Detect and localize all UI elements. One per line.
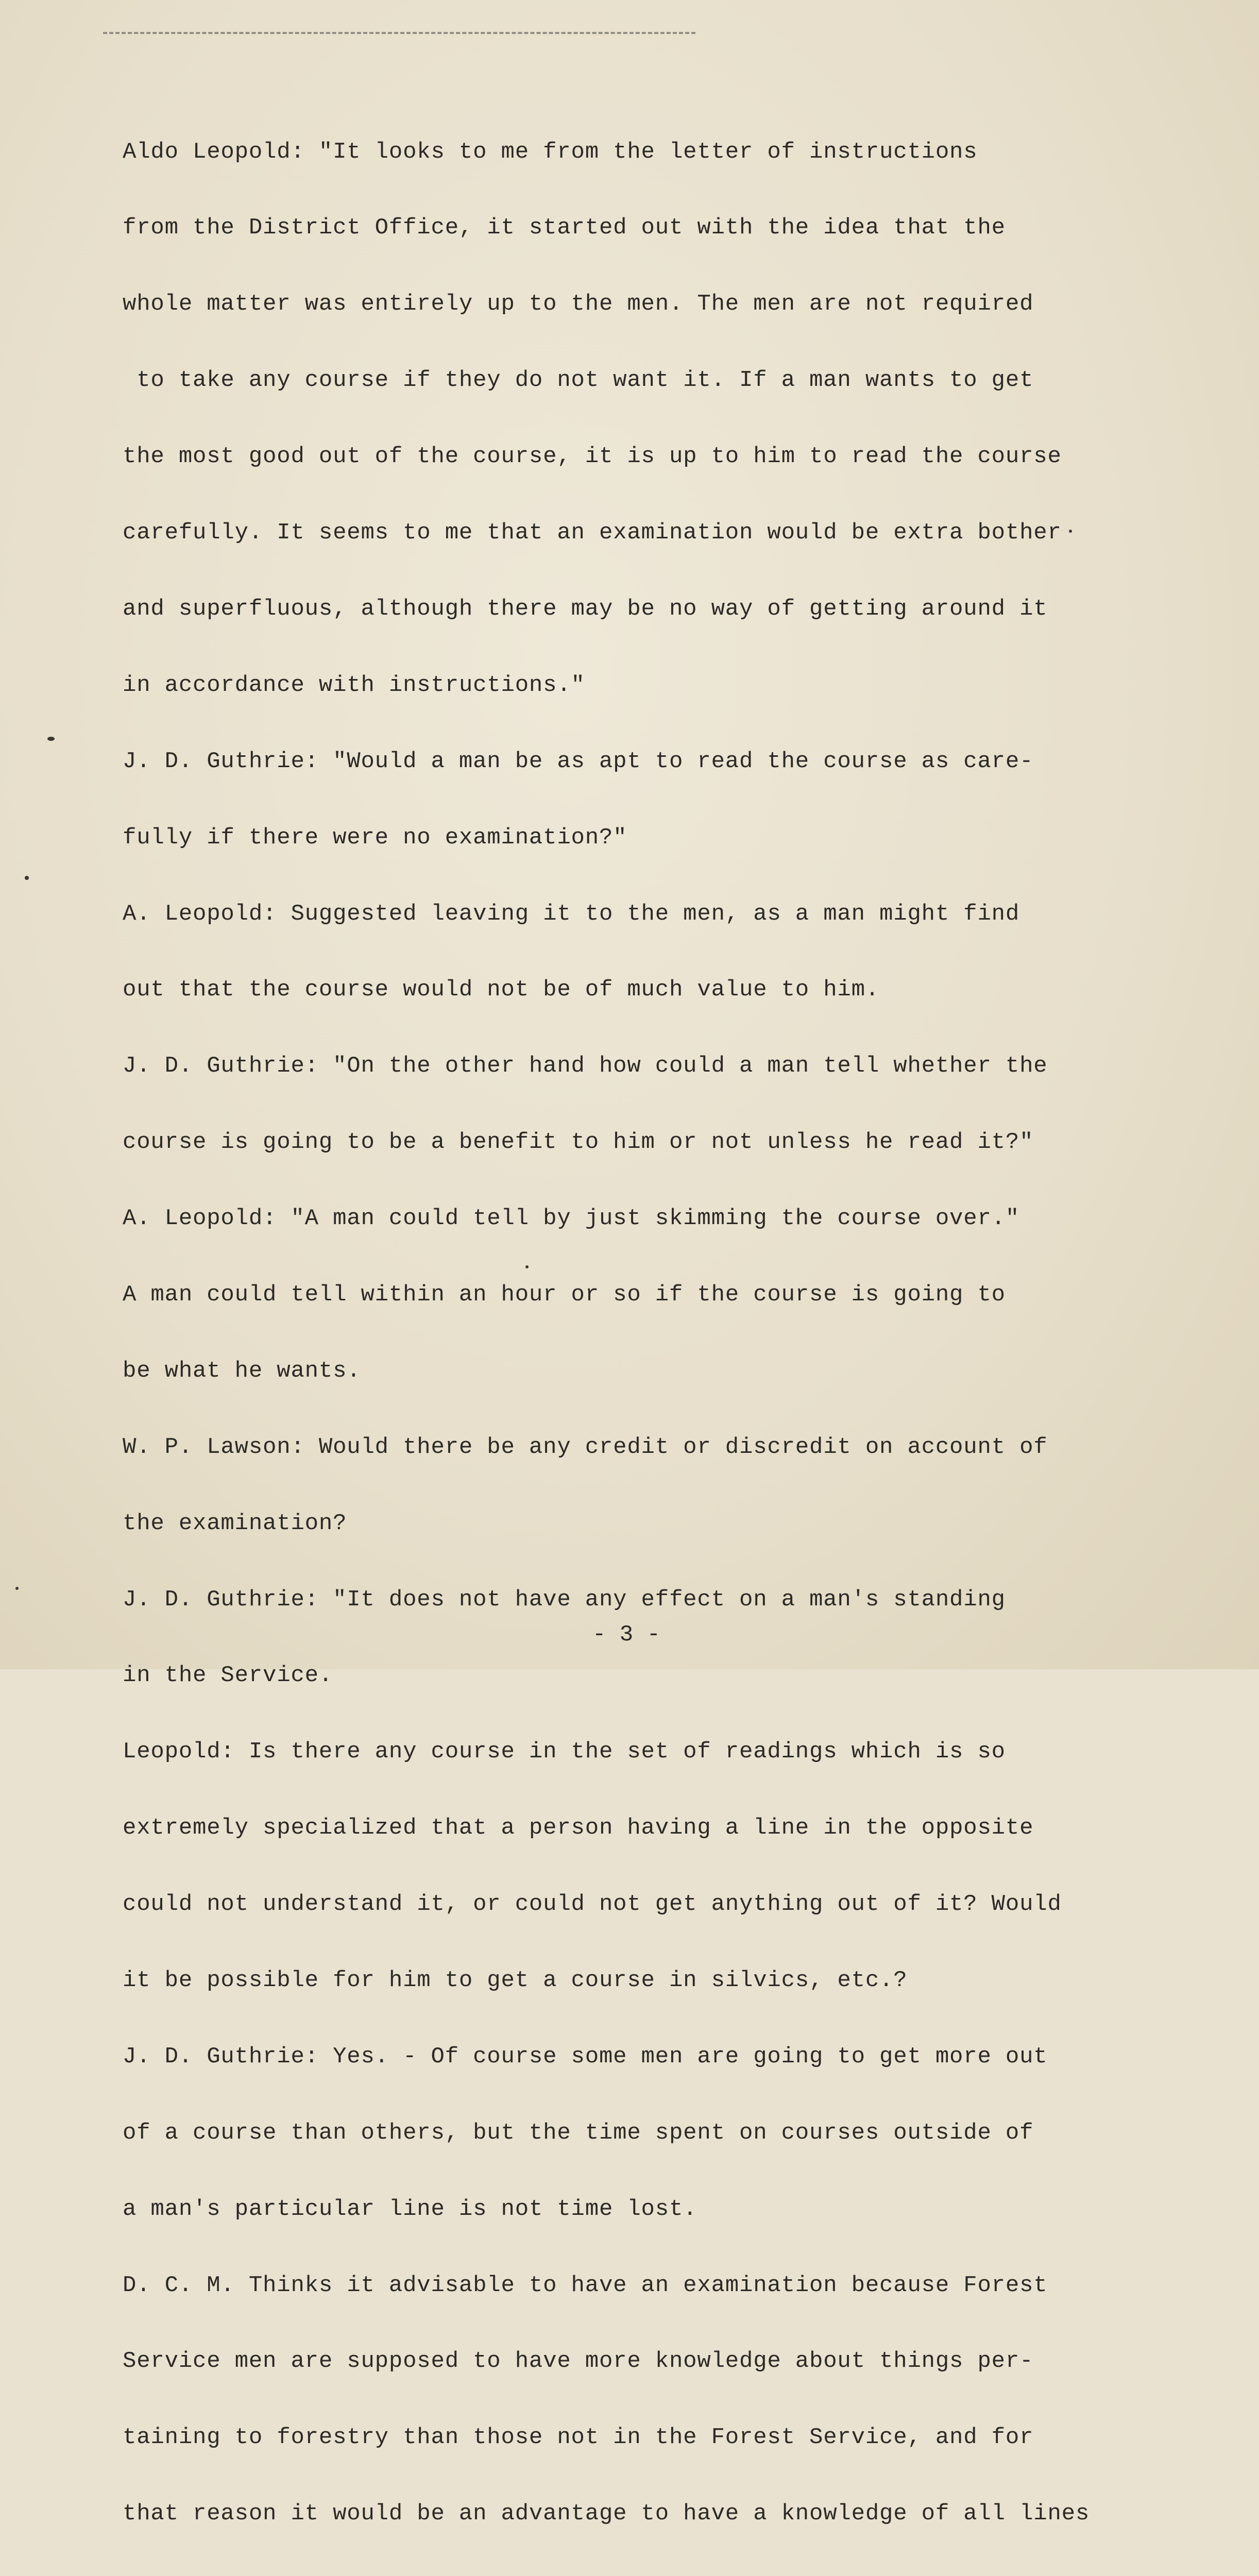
text-line: the most good out of the course, it is up to him to read the course	[123, 444, 1062, 470]
text-line: it be possible for him to get a course in silvics, etc.?	[123, 1967, 908, 1993]
text-line: J. D. Guthrie: "It does not have any effect on a man's standing	[123, 1586, 1006, 1613]
text-line: A man could tell within an hour or so if the course is going to	[123, 1281, 1006, 1308]
text-line: A. Leopold: "A man could tell by just skimming the course over."	[123, 1206, 1020, 1232]
text-line: could not understand it, or could not get anything out of it? Would	[123, 1891, 1062, 1918]
text-line: J. D. Guthrie: "On the other hand how could a man tell whether the	[123, 1053, 1048, 1079]
text-line: that reason it would be an advantage to have a knowledge of all lines	[123, 2501, 1090, 2527]
text-line: in accordance with instructions."	[123, 672, 585, 698]
text-line: from the District Office, it started out with the idea that the	[123, 215, 1006, 241]
typed-text-block	[123, 89, 1194, 2576]
text-line: carefully. It seems to me that an examination would be extra bother	[123, 520, 1062, 546]
text-line: W. P. Lawson: Would there be any credit or discredit on account of	[123, 1434, 1048, 1460]
text-line: to take any course if they do not want it. If a man wants to get	[123, 367, 1034, 394]
text-line: taining to forestry than those not in the Forest Service, and for	[123, 2425, 1034, 2451]
text-line: of a course than others, but the time spent on courses outside of	[123, 2120, 1034, 2146]
text-line: whole matter was entirely up to the men. The men are not required	[123, 291, 1034, 317]
torn-top-edge	[103, 32, 695, 34]
text-line: Leopold: Is there any course in the set of readings which is so	[123, 1739, 1006, 1765]
text-line: A. Leopold: Suggested leaving it to the men, as a man might find	[123, 901, 1020, 927]
ink-speck	[47, 737, 55, 741]
text-line: in the Service.	[123, 1663, 333, 1689]
text-line: D. C. M. Thinks it advisable to have an examination because Forest	[123, 2272, 1048, 2298]
text-line: course is going to be a benefit to him or not unless he read it?"	[123, 1129, 1034, 1156]
text-line: and superfluous, although there may be no way of getting around it	[123, 596, 1048, 622]
page-number: - 3 -	[592, 1622, 661, 1648]
ink-speck	[15, 1587, 19, 1590]
text-line: extremely specialized that a person having a line in the opposite	[123, 1815, 1034, 1841]
text-line: be what he wants.	[123, 1358, 361, 1384]
text-line: Aldo Leopold: "It looks to me from the letter of instructions	[123, 139, 978, 165]
text-line: a man's particular line is not time lost.	[123, 2196, 697, 2222]
text-line: Service men are supposed to have more knowledge about things per-	[123, 2348, 1034, 2375]
ink-speck	[25, 876, 29, 880]
text-line: out that the course would not be of much value to him.	[123, 977, 880, 1003]
ink-speck	[525, 1265, 529, 1268]
ink-speck	[1069, 530, 1072, 533]
text-line: the examination?	[123, 1510, 347, 1536]
text-line: fully if there were no examination?"	[123, 824, 627, 851]
text-line: J. D. Guthrie: "Would a man be as apt to read the course as care-	[123, 748, 1034, 774]
text-line: J. D. Guthrie: Yes. - Of course some men are going to get more out	[123, 2043, 1048, 2070]
